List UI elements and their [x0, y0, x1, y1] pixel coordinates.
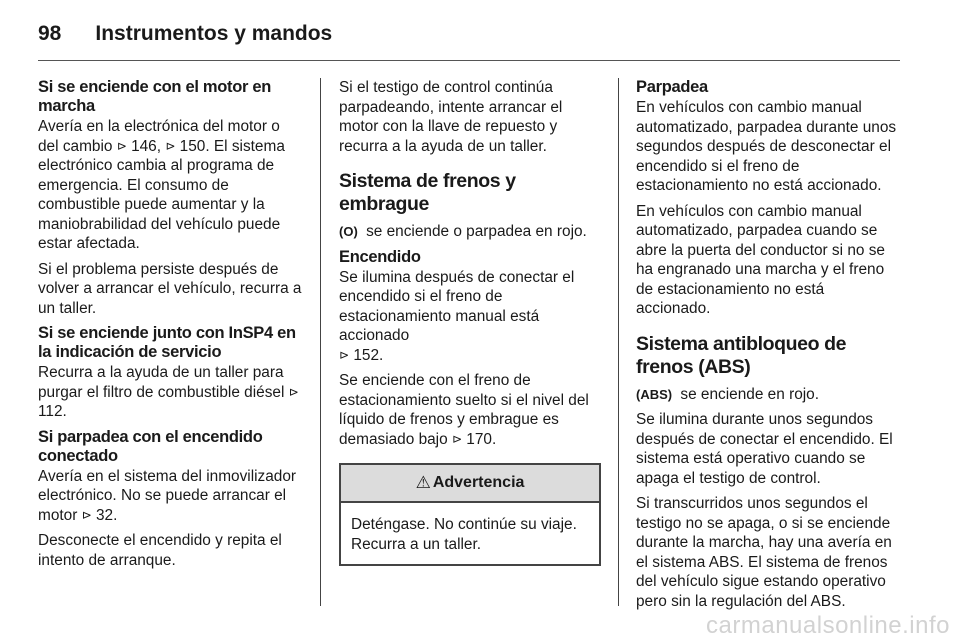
- paragraph: Desconecte el encendido y repita el intento de arranque.: [38, 532, 282, 569]
- heading-abs: Sistema antibloqueo de frenos (ABS): [636, 332, 847, 378]
- warning-title: Advertencia: [432, 474, 525, 492]
- page-reference-icon: ⊳: [165, 138, 176, 153]
- page-reference-icon: ⊳: [339, 347, 350, 362]
- page-reference: 152.: [353, 346, 384, 364]
- page-reference: 170.: [466, 430, 497, 448]
- heading-blink: Parpadea: [636, 78, 708, 96]
- warning-box: [339, 463, 601, 566]
- column-1: [38, 78, 303, 576]
- page-title: Instrumentos y mandos: [95, 22, 333, 45]
- column-2: [339, 78, 604, 566]
- heading-engine-running: Si se enciende con el motor en marcha: [38, 78, 272, 115]
- page-reference: 32.: [95, 506, 118, 524]
- page-reference-icon: ⊳: [451, 431, 463, 446]
- page-reference-icon: ⊳: [288, 384, 299, 399]
- paragraph: En vehículos con cambio manual automatizado, parpadea cuando se abre la puerta del conductor si no se ha engranado una marcha y el freno de estacionamiento no está accionado.: [636, 202, 885, 317]
- paragraph: Se ilumina durante unos segundos después de conectar el encendido. El sistema está operativo cuando se apaga el testigo de control.: [636, 411, 893, 487]
- watermark: carmanualsonline.info: [706, 612, 950, 639]
- text: Se enciende con el freno de estacionamiento suelto si el nivel del líquido de frenos y embrague es demasiado bajo: [339, 372, 589, 448]
- paragraph: [339, 371, 604, 449]
- page-reference: 112.: [38, 403, 67, 420]
- heading-on: Encendido: [339, 247, 421, 266]
- text: Avería en la electrónica del motor o del cambio: [38, 118, 280, 155]
- paragraph: En vehículos con cambio manual automatizado, parpadea durante unos segundos después de desconectar el encendido si el freno de estacionamiento no está accionado.: [636, 99, 897, 194]
- paragraph: [38, 363, 303, 422]
- warning-text: Deténgase. No continúe su viaje. Recurra a un taller.: [351, 516, 577, 553]
- paragraph: [38, 467, 303, 526]
- brake-warning-icon: (O): [339, 224, 358, 239]
- paragraph: [339, 268, 604, 366]
- paragraph: Si el testigo de control continúa parpadeando, intente arrancar el motor con la llave de repuesto y recurra a la ayuda de un taller.: [339, 79, 563, 155]
- paragraph: [38, 117, 303, 254]
- text: 150. El sistema electrónico cambia al programa de emergencia. El consumo de combustible puede aumentar y la maniobrabilidad del vehículo puede estar afectada.: [38, 137, 285, 252]
- abs-warning-icon: (ABS): [636, 386, 673, 402]
- text: Se ilumina después de conectar el encendido si el freno de estacionamiento manual está accionado: [339, 268, 575, 344]
- page-reference-icon: ⊳: [116, 138, 127, 153]
- warning-triangle-icon: ⚠: [415, 473, 431, 493]
- text: Avería en el sistema del inmovilizador electrónico. No se puede arrancar el motor: [38, 467, 297, 524]
- heading-flashing-ignition: Si parpadea con el encendido conectado: [38, 427, 263, 465]
- column-divider: [320, 78, 321, 606]
- text: Recurra a la ayuda de un taller para purgar el filtro de combustible diésel: [38, 364, 285, 401]
- heading-insp4: Si se enciende junto con InSP4 en la indicación de servicio: [38, 324, 296, 361]
- header-rule: [38, 60, 900, 61]
- page-reference-icon: ⊳: [81, 507, 92, 522]
- column-3: [636, 78, 901, 617]
- paragraph: Si transcurridos unos segundos el testigo no se apaga, o si se enciende durante la marcha, hay una avería en el sistema ABS. El sistema de frenos del vehículo sigue estando operativo pero sin la regulación del ABS.: [636, 495, 892, 610]
- paragraph: Si el problema persiste después de volver a arrancar el vehículo, recurra a un taller.: [38, 260, 302, 317]
- warning-header: [341, 465, 599, 503]
- heading-brake-system: Sistema de frenos y embrague: [339, 170, 516, 215]
- column-divider: [618, 78, 619, 606]
- text: se enciende o parpadea en rojo.: [366, 223, 587, 240]
- page-header: [38, 14, 332, 54]
- page-number: 98: [38, 22, 62, 45]
- text: se enciende en rojo.: [680, 385, 820, 403]
- page-reference: 146,: [131, 137, 162, 155]
- paragraph: [636, 385, 901, 405]
- paragraph: [339, 222, 604, 242]
